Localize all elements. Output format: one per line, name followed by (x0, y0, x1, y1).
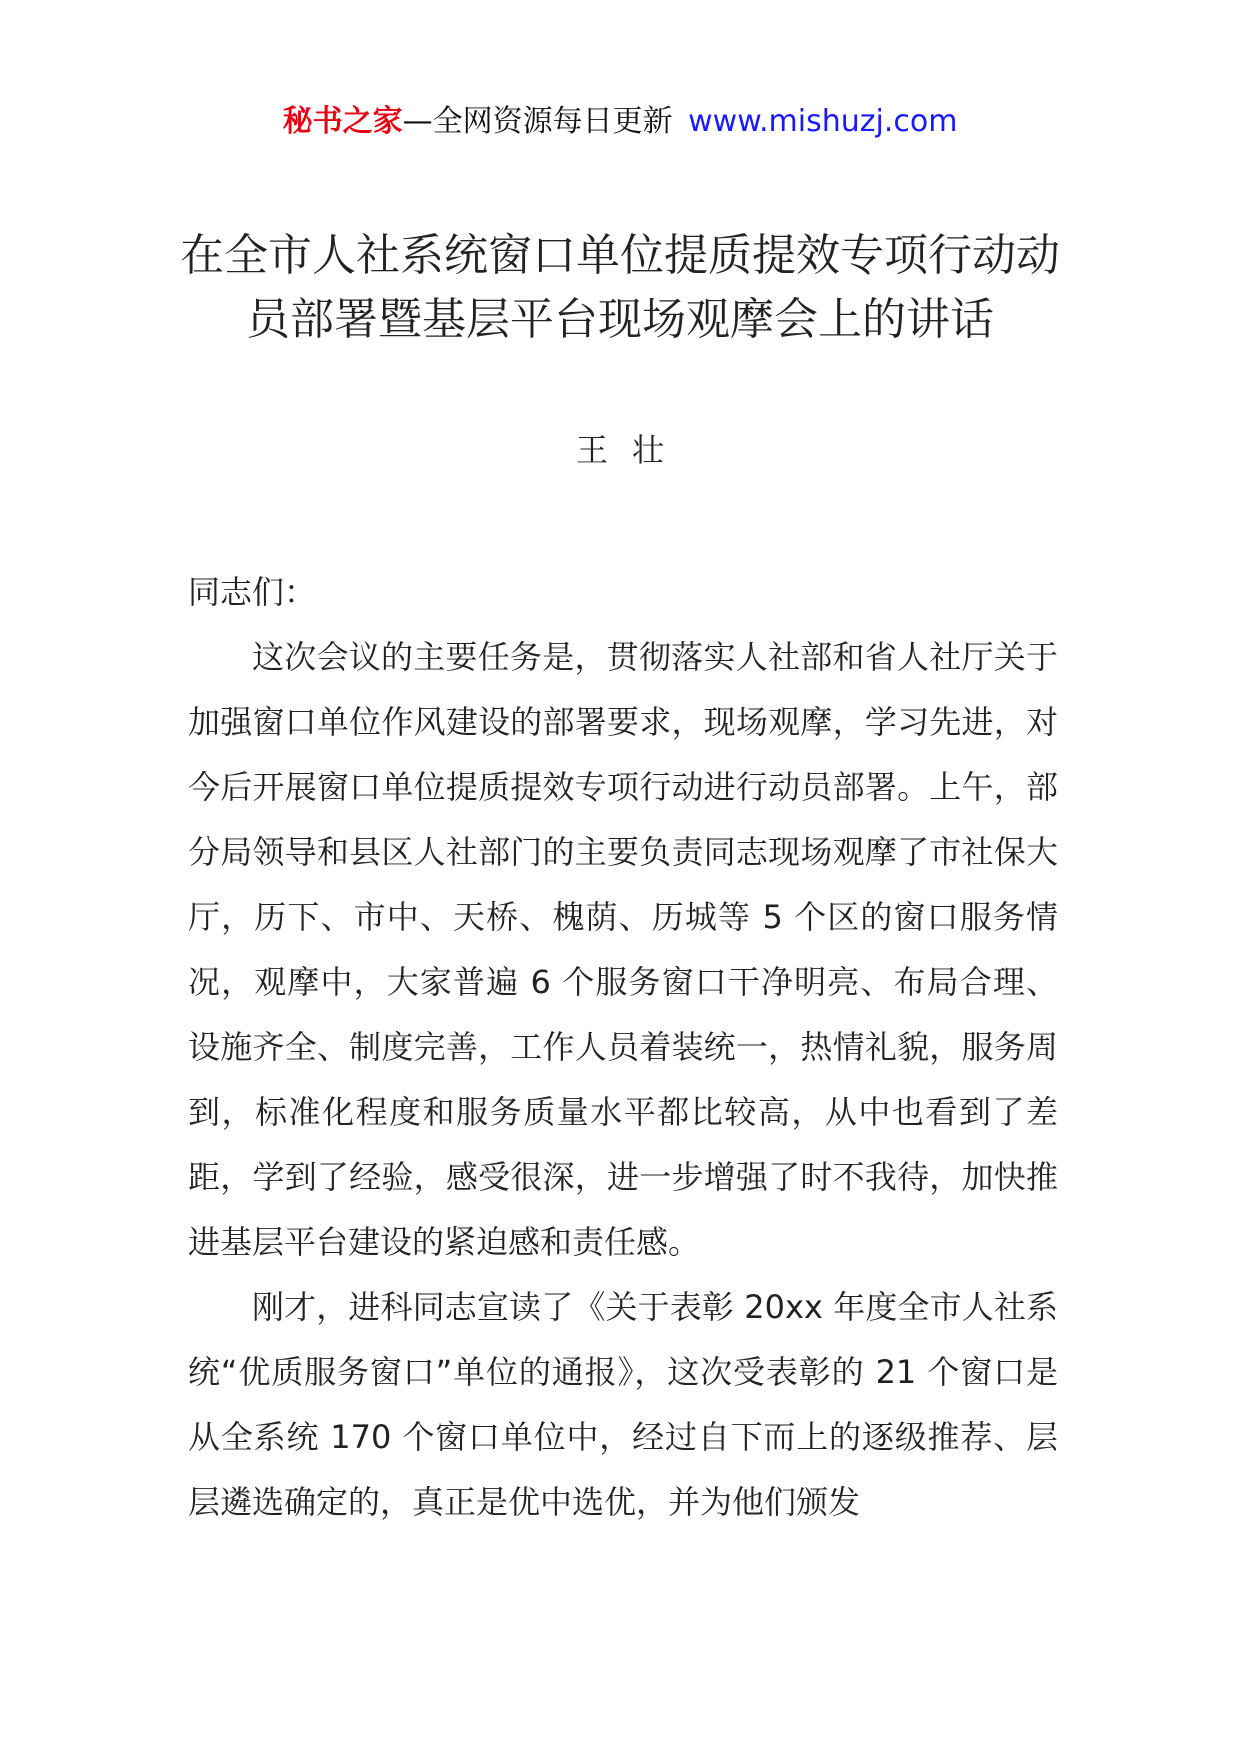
document-title: 在全市人社系统窗口单位提质提效专项行动动员部署暨基层平台现场观摩会上的讲话 (180, 230, 1060, 345)
paragraph-1: 这次会议的主要任务是，贯彻落实人社部和省人社厅关于加强窗口单位作风建设的部署要求，现场观摩，学习先进，对今后开展窗口单位提质提效专项行动进行动员部署。上午，部分局领导和县区人社部门的主要负责同志现场观摩了市社保大厅，历下、市中、天桥、槐荫、历城等 5 个区的窗口服务情况，观摩中，大家普遍 6 个服务窗口干净明亮、布局合理、设施齐全、制度完善，工作人员着装统一，热情礼貌，服务周到，标准化程度和服务质量水平都比较高，从中也看到了差距，学到了经验，感受很深，进一步增强了时不我待，加快推进基层平台建设的紧迫感和责任感。 (188, 638, 1058, 1261)
website-link[interactable]: www.mishuzj.com (688, 104, 958, 139)
brand-name: 秘书之家 (282, 104, 403, 139)
document-body (188, 560, 1058, 1535)
author-name: 王壮 (575, 431, 688, 469)
site-banner (0, 100, 1240, 144)
salutation: 同志们： (188, 573, 317, 611)
banner-slogan: —全网资源每日更新 (402, 104, 673, 139)
paragraph-2: 刚才，进科同志宣读了《关于表彰 20xx 年度全市人社系统“优质服务窗口”单位的通报》，这次受表彰的 21 个窗口是从全系统 170 个窗口单位中，经过自下而上的逐级推荐、层层遴选确定的，真正是优中选优，并为他们颁发 (188, 1288, 1058, 1521)
